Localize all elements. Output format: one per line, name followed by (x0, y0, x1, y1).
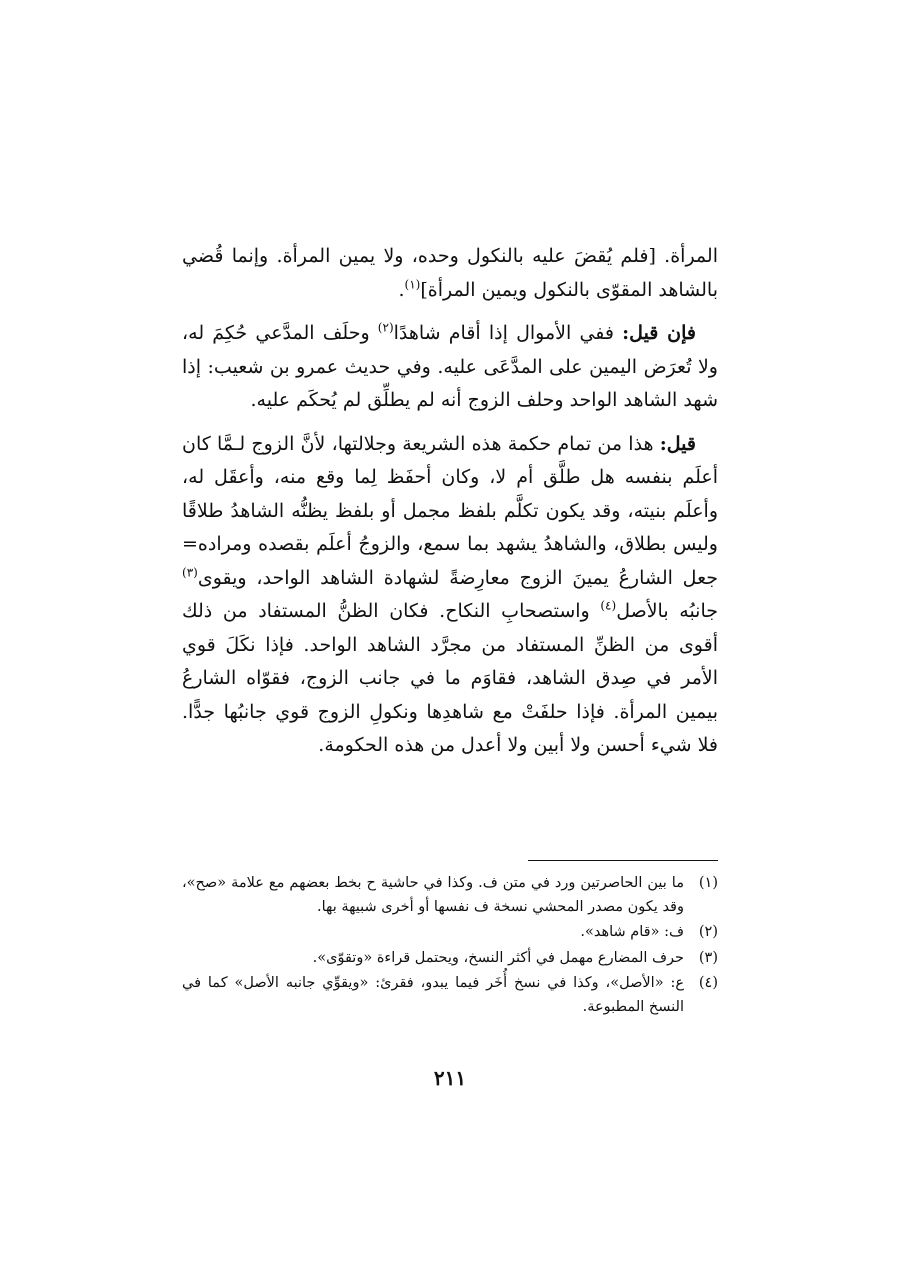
paragraph-3-text: هذا من تمام حكمة هذه الشريعة وجلالتها، لأنَّ الزوج لـمَّا كان أعلَم بنفسه هل طلَّق أم لا، وكان أحفَظ لِما وقع منه، وأعقَل له، وأعلَم بنيته، وقد يكون تكلَّم بلفظ مجمل أو بلفظ يظنُّه الشاهدُ طلاقًا وليس بطلاق، والشاهدُ يشهد بما سمع، والزوجُ أعلَم بقصده ومراده= جعل الشارعُ يمينَ الزوج معارِضةً لشهادة الشاهد الواحد، ويقوى (182, 432, 718, 589)
footnote-3 (182, 947, 718, 971)
paragraph-3-lead: قيل: (659, 432, 696, 455)
footnotes (182, 872, 718, 1021)
footnote-1 (182, 872, 718, 919)
footnote-4-number: (٤) (698, 975, 718, 991)
main-text (182, 240, 718, 773)
paragraph-1-tail: . (398, 278, 405, 301)
paragraph-3 (182, 428, 718, 763)
paragraph-2-tail: وحلَف المدَّعي حُكِمَ له، ولا تُعرَض اليمين على المدَّعَى عليه. وفي حديث عمرو بن شعيب: إذا شهد الشاهد الواحد وحلف الزوج أنه لم يطلِّق لم يُحكَم عليه. (182, 322, 718, 411)
paragraph-3-tail-2: واستصحابِ النكاح. فكان الظنُّ المستفاد من ذلك أقوى من الظنِّ المستفاد من مجرَّد الشاهد الواحد. فإذا نكَلَ قوي الأمر في صِدق الشاهد، فقاوَم ما في جانب الزوج، فقوّاه الشارعُ بيمين المرأة. فإذا حلفَتْ مع شاهدِها ونكولِ الزوج قوي جانبُها جدًّا. فلا شيء أحسن ولا أبين ولا أعدل من هذه الحكومة. (182, 600, 718, 756)
footnote-ref-2[interactable]: (٢) (377, 320, 394, 335)
footnote-separator (528, 860, 718, 861)
paragraph-3-tail: جانبُه بالأصل (616, 600, 719, 622)
footnote-4-text: ع: «الأصل»، وكذا في نسخ أُخَر فيما يبدو، فقرئ: «ويقوِّي جانبه الأصل» كما في النسخ المطبوعة. (182, 975, 684, 1015)
paragraph-1-text: المرأة. [فلم يُقضَ عليه بالنكول وحده، ولا يمين المرأة. وإنما قُضي بالشاهد المقوّى بالنكول ويمين المرأة] (182, 245, 718, 301)
footnote-4 (182, 972, 718, 1019)
footnote-1-text: ما بين الحاصرتين ورد في متن ف. وكذا في حاشية ح بخط بعضهم مع علامة «صح»، وقد يكون مصدر المحشي نسخة ف نفسها أو أخرى شبيهة بها. (182, 875, 684, 915)
paragraph-2 (182, 317, 718, 418)
footnote-3-text: حرف المضارع مهمل في أكثر النسخ، ويحتمل قراءة «وتقوّى». (312, 949, 684, 966)
footnote-2-number: (٢) (698, 924, 718, 940)
footnote-2 (182, 921, 718, 945)
paragraph-2-lead: فإن قيل: (622, 322, 696, 344)
footnote-ref-3[interactable]: (٣) (182, 565, 198, 580)
footnote-3-number: (٣) (698, 949, 718, 966)
paragraph-1 (182, 240, 718, 307)
paragraph-2-text: ففي الأموال إذا أقام شاهدًا (393, 322, 623, 344)
footnote-1-number: (١) (698, 875, 718, 891)
footnote-ref-4[interactable]: (٤) (600, 598, 617, 613)
footnote-2-text: ف: «قام شاهد». (580, 924, 684, 940)
page-number: ٢١١ (433, 1066, 467, 1090)
footnote-ref-1[interactable]: (١) (404, 277, 421, 292)
